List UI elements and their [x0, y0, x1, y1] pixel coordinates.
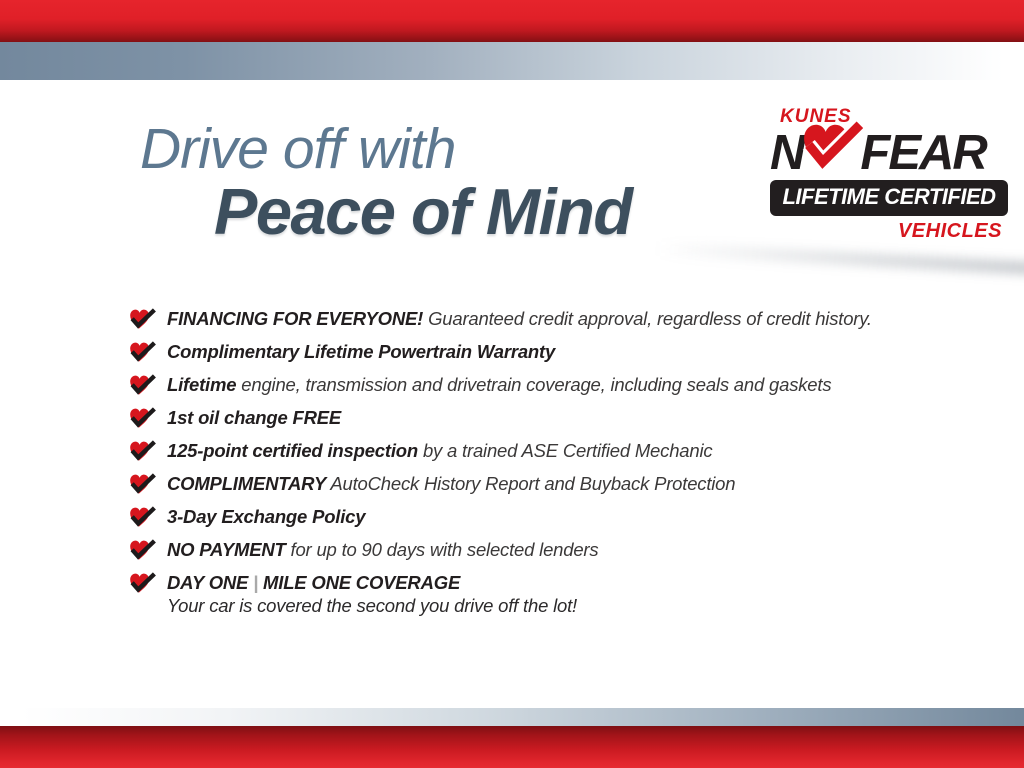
- benefit-text-bold: FINANCING FOR EVERYONE!: [167, 308, 424, 329]
- kunes-no-fear-logo: [770, 106, 1008, 243]
- top-red-bar: [0, 0, 1024, 42]
- benefit-text: [167, 439, 712, 462]
- benefit-text-bold: DAY ONE: [167, 572, 249, 593]
- benefit-text-bold: Complimentary Lifetime Powertrain Warranty: [167, 341, 556, 362]
- benefit-text-bold: MILE ONE COVERAGE: [263, 572, 461, 593]
- benefit-item: [129, 472, 929, 496]
- benefit-subline: Your car is covered the second you drive off the lot!: [167, 595, 577, 616]
- page-curl-shadow: [655, 242, 1024, 277]
- benefit-text-bold: 1st oil change FREE: [167, 407, 342, 428]
- heart-check-bullet-icon: [129, 506, 156, 529]
- benefit-text: [167, 538, 598, 561]
- benefit-text-bold: NO PAYMENT: [167, 539, 286, 560]
- benefit-item: [129, 307, 929, 331]
- benefit-item: [129, 505, 929, 529]
- benefit-text: [167, 571, 577, 617]
- benefit-text-bold: COMPLIMENTARY: [167, 473, 327, 494]
- benefit-separator: |: [248, 572, 264, 593]
- headline-line1: Drive off with: [140, 117, 456, 181]
- bottom-steel-gradient-bar: [0, 708, 1024, 726]
- benefit-text: [167, 505, 365, 528]
- benefit-item: [129, 439, 929, 463]
- heart-check-bullet-icon: [129, 341, 156, 364]
- heart-check-bullet-icon: [129, 407, 156, 430]
- top-steel-gradient-bar: [0, 42, 1024, 80]
- logo-lifetime-certified-banner: LIFETIME CERTIFIED: [770, 180, 1008, 216]
- benefit-text: [167, 340, 555, 363]
- bottom-red-bar: [0, 726, 1024, 768]
- logo-brand-name: KUNES: [780, 106, 852, 127]
- benefit-text-bold: 3-Day Exchange Policy: [167, 506, 366, 527]
- benefit-text: [167, 472, 735, 495]
- benefit-item: [129, 373, 929, 397]
- heart-check-bullet-icon: [129, 572, 156, 595]
- logo-letter-n: N: [770, 126, 804, 180]
- heart-check-icon: [801, 121, 863, 175]
- benefit-text-regular: by a trained ASE Certified Mechanic: [418, 440, 713, 461]
- headline-line2: Peace of Mind: [214, 175, 632, 249]
- benefit-text-regular: AutoCheck History Report and Buyback Protection: [326, 473, 736, 494]
- benefit-text-regular: Guaranteed credit approval, regardless of credit history.: [423, 308, 872, 329]
- benefit-item: [129, 538, 929, 562]
- heart-check-bullet-icon: [129, 440, 156, 463]
- heart-check-bullet-icon: [129, 374, 156, 397]
- headline: [140, 116, 632, 249]
- heart-check-bullet-icon: [129, 473, 156, 496]
- benefit-text-bold: 125-point certified inspection: [167, 440, 418, 461]
- benefit-text: [167, 373, 831, 396]
- logo-vehicles-label: VEHICLES: [897, 220, 1002, 242]
- benefit-text-regular: for up to 90 days with selected lenders: [285, 539, 599, 560]
- benefit-text-regular: engine, transmission and drivetrain coverage, including seals and gaskets: [236, 374, 832, 395]
- benefit-text-bold: Lifetime: [167, 374, 237, 395]
- heart-check-bullet-icon: [129, 539, 156, 562]
- logo-no-fear-wordmark: [770, 126, 1008, 180]
- benefit-item: [129, 340, 929, 364]
- logo-word-fear: FEAR: [860, 126, 986, 180]
- benefit-item: [129, 406, 929, 430]
- benefit-item: [129, 571, 929, 617]
- heart-check-bullet-icon: [129, 308, 156, 331]
- benefit-text: [167, 307, 872, 330]
- benefit-text: [167, 406, 341, 429]
- benefits-list: [129, 307, 929, 626]
